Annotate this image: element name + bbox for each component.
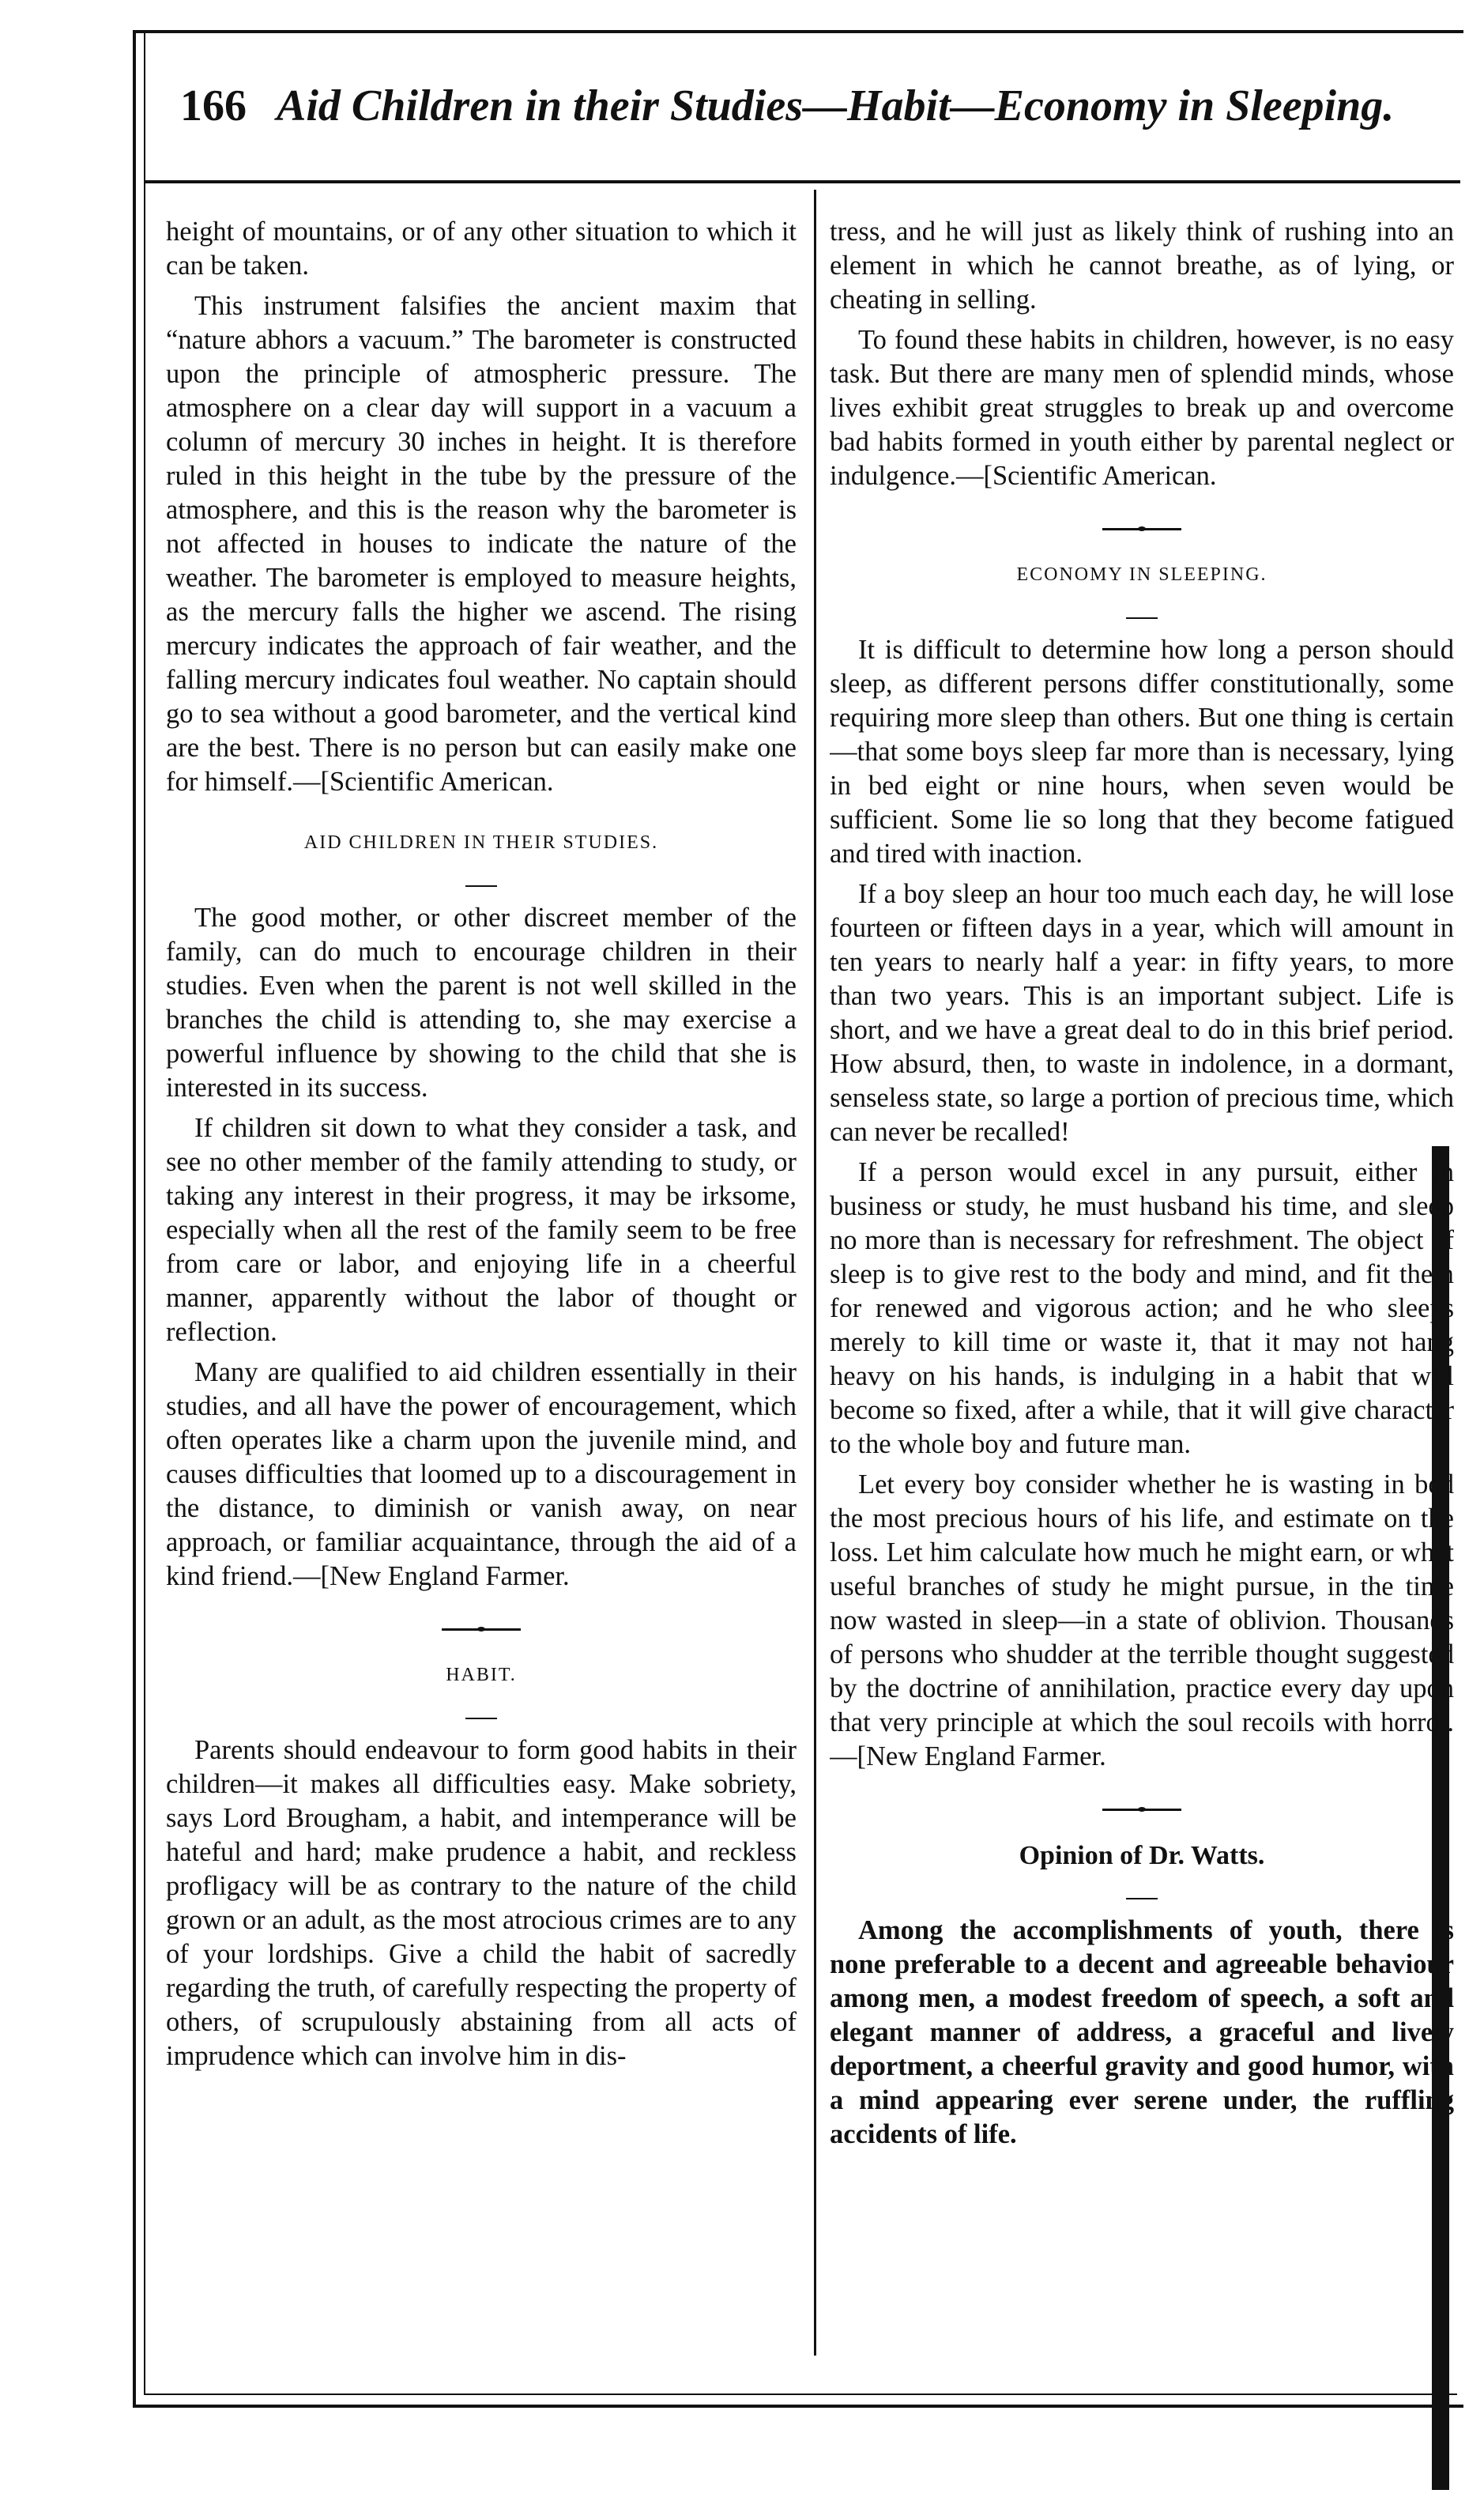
- right-column: [830, 215, 1454, 2158]
- page-header: [180, 81, 1460, 131]
- paragraph: This instrument falsifies the ancient maxim that “nature abhors a vacuum.” The barometer is constructed upon the principle of atmospheric pressure. The atmosphere on a clear day will support in a vacuum a column of mercury 30 inches in height. It is therefore ruled in this height in the tube by the pressure of the atmosphere, and this is the reason why the barometer is not affected in houses to indicate the nature of the weather. The barometer is employed to measure heights, as the mercury falls the higher we ascend. The rising mercury indicates the approach of fair weather, and the falling mercury indicates foul weather. No captain should go to sea without a good barometer, and the vertical kind are the best. There is no person but can easily make one for himself.—[Scientific American.: [166, 291, 797, 797]
- section-title-opinion-of-dr-watts: Opinion of Dr. Watts.: [1019, 1841, 1265, 1870]
- paragraph: If a person would excel in any pursuit, either in business or study, he must husband his time, and sleep no more than is necessary for refreshment. The object of sleep is to give rest to the body and mind, and fit them for renewed and vigorous action; and he who sleeps merely to kill time or waste it, that it may not hang heavy on his hands, is indulging in a habit that will become so fixed, after a while, that it will give character to the whole boy and future man.: [830, 1157, 1454, 1459]
- section-title-aid-children: AID CHILDREN IN THEIR STUDIES.: [303, 832, 659, 853]
- column-divider: [814, 190, 816, 2356]
- section-separator: [1102, 526, 1181, 531]
- paragraph: The good mother, or other discreet member of the family, can do much to encourage children in their studies. Even when the parent is not well skilled in the branches the child is attending to, she may exercise a powerful influence by showing to the child that she is interested in its success.: [166, 903, 797, 1103]
- section-dash: [465, 1718, 497, 1719]
- section-separator: [442, 1627, 521, 1631]
- left-column: [166, 215, 797, 2080]
- paragraph: If a boy sleep an hour too much each day, he will lose fourteen or fifteen days in a year, which will amount in ten years to nearly half a year: in fifty years, to more than two years. This is an important subject. Life is short, and we have a great deal to do in this brief period. How absurd, then, to waste in indolence, in a dormant, senseless state, so large a portion of precious time, which can never be recalled!: [830, 879, 1454, 1147]
- paragraph: If children sit down to what they consider a task, and see no other member of the family attending to study, or taking any interest in their progress, it may be irksome, especially when all the rest of the family seem to be free from care or labor, and enjoying life in a cheerful manner, apparently without the labor of thought or reflection.: [166, 1113, 797, 1347]
- section-dash: [1126, 617, 1158, 619]
- section-separator: [1102, 1807, 1181, 1812]
- paragraph: It is difficult to determine how long a person should sleep, as different persons differ constitutionally, some requiring more sleep than others. But one thing is certain—that some boys sleep far more than is necessary, lying in bed eight or nine hours, when seven would be sufficient. Some lie so long that they become fatigued and tired with inaction.: [830, 635, 1454, 869]
- paragraph: tress, and he will just as likely think of rushing into an element in which he cannot breathe, as of lying, or cheating in selling.: [830, 217, 1454, 315]
- paragraph: height of mountains, or of any other situation to which it can be taken.: [166, 217, 797, 281]
- paragraph: Parents should endeavour to form good habits in their children—it makes all difficulties easy. Make sobriety, says Lord Brougham, a habit, and intemperance will be hateful and hard; make prudence a habit, and reckless profligacy will be as contrary to the nature of the child grown or an adult, as the most atrocious crimes are to any of your lordships. Give a child the habit of sacredly regarding the truth, of carefully respecting the property of others, of scrupulously abstaining from all acts of imprudence which can involve him in dis-: [166, 1735, 797, 2071]
- paragraph: Let every boy consider whether he is wasting in bed the most precious hours of his life, and estimate on the loss. Let him calculate how much he might earn, or what useful branches of study he might pursue, in the time now wasted in sleep—in a state of oblivion. Thousands of persons who shudder at the terrible thought suggested by the doctrine of annihilation, practice every day upon that very principle at which the soul recoils with horror.—[New England Farmer.: [830, 1469, 1454, 1771]
- section-dash: [1126, 1898, 1158, 1899]
- header-rule: [144, 180, 1460, 183]
- section-dash: [465, 885, 497, 887]
- paragraph: Among the accomplishments of youth, there is none preferable to a decent and agreeable behaviour among men, a modest freedom of speech, a soft and elegant manner of address, a graceful and lively deportment, a cheerful gravity and good humor, with a mind appearing ever serene under, the ruffling accidents of life.: [830, 1915, 1454, 2149]
- running-title: Aid Children in their Studies—Habit—Economy in Sleeping.: [277, 81, 1395, 130]
- paragraph: Many are qualified to aid children essentially in their studies, and all have the power of encouragement, which often operates like a charm upon the juvenile mind, and causes difficulties that loomed up to a discouragement in the distance, to diminish or vanish away, on near approach, or familiar acquaintance, through the aid of a kind friend.—[New England Farmer.: [166, 1357, 797, 1591]
- section-title-habit: HABIT.: [446, 1665, 517, 1685]
- paragraph: To found these habits in children, however, is no easy task. But there are many men of splendid minds, whose lives exhibit great struggles to break up and overcome bad habits formed in youth either by parental neglect or indulgence.—[Scientific American.: [830, 325, 1454, 491]
- section-title-economy-in-sleeping: ECONOMY IN SLEEPING.: [1016, 564, 1267, 585]
- page-number: 166: [180, 81, 247, 130]
